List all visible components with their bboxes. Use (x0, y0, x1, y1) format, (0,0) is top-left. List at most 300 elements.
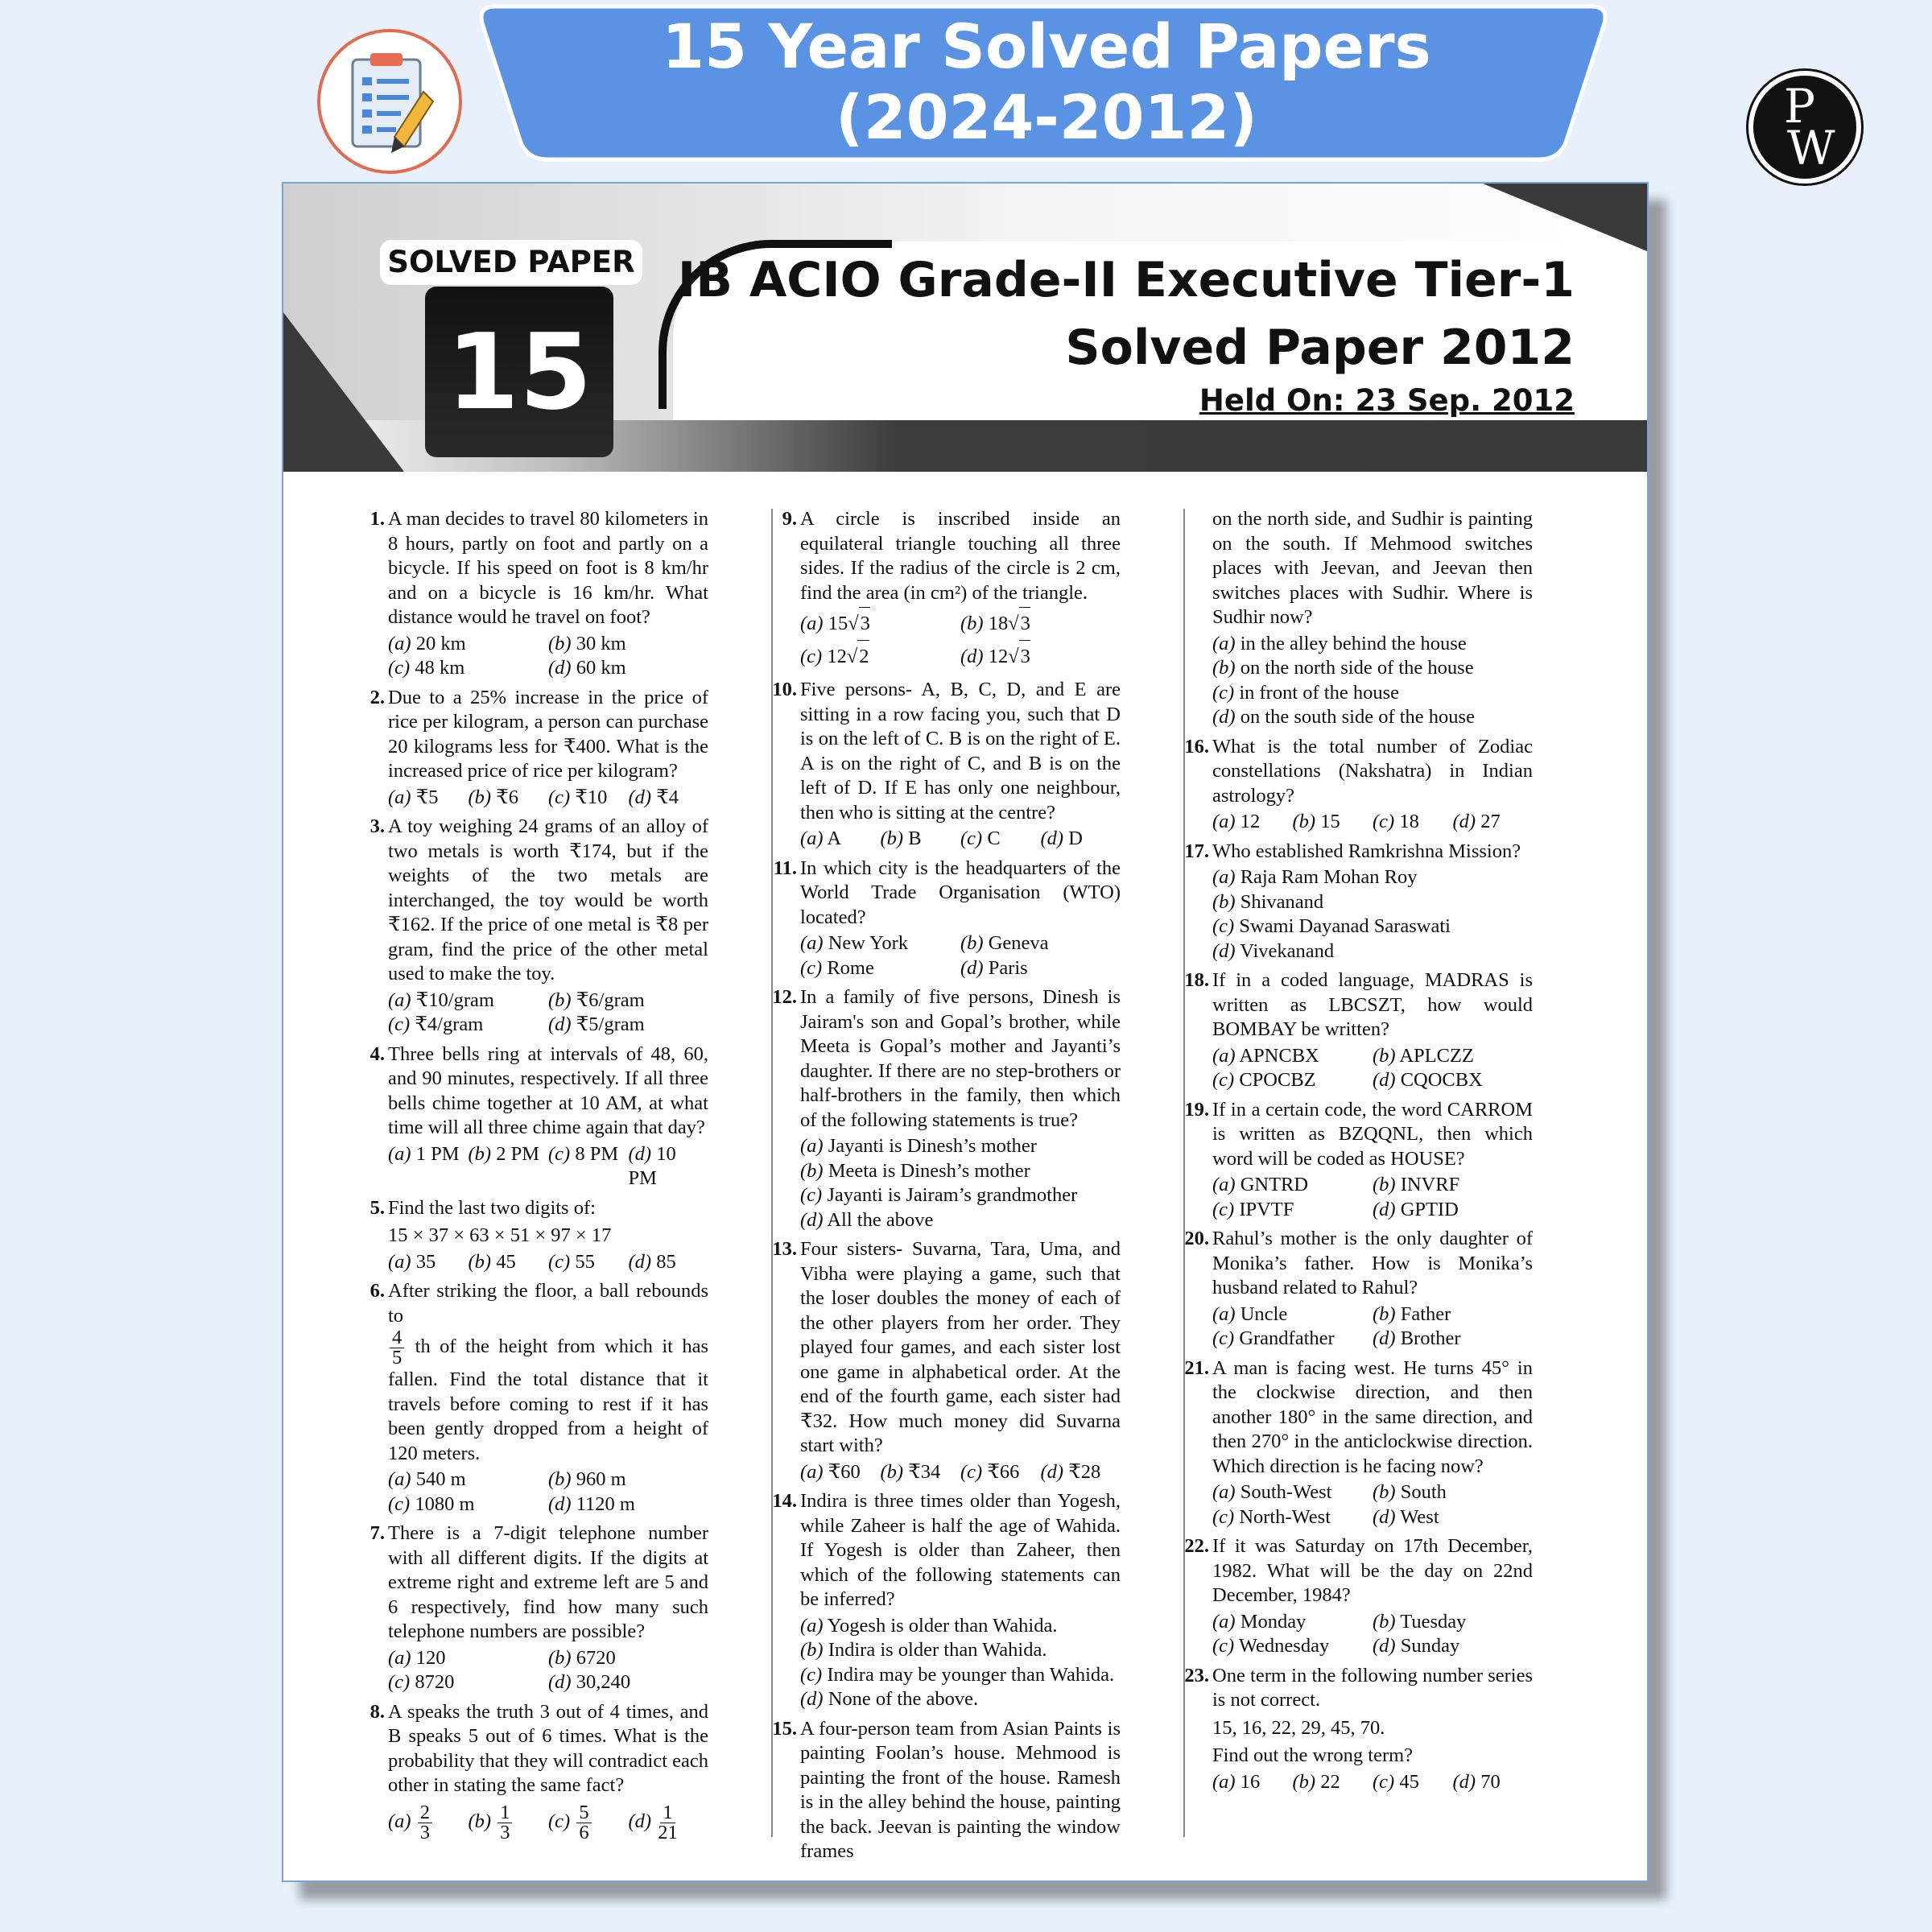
option-label: (d) (1373, 1198, 1396, 1220)
option-label: (a) (388, 1468, 411, 1490)
question-number: 15. (772, 1717, 797, 1740)
option-label: (c) (548, 1142, 571, 1165)
options (388, 1250, 708, 1275)
option-text: 960 m (576, 1468, 626, 1490)
option-text: 55 (575, 1250, 595, 1273)
question-16 (1184, 735, 1533, 835)
options (388, 1646, 708, 1695)
option-label: (a) (388, 989, 411, 1011)
option-label: (a) (800, 1614, 824, 1637)
option-label: (b) (1292, 811, 1316, 832)
option-label: (b) (880, 828, 904, 849)
option-b (469, 1803, 549, 1843)
question-text: If in a certain code, the word CARROM is written as BZQQNL, then which word will be coded as HOUSE? (1212, 1098, 1533, 1170)
option-d (1373, 1505, 1533, 1530)
option-b (469, 1142, 549, 1191)
option-a (1212, 1173, 1373, 1198)
option-d (629, 786, 709, 811)
column-1 (365, 507, 708, 1847)
option-label: (b) (880, 1460, 904, 1483)
option-label: (a) (388, 632, 411, 654)
option-text: None of the above. (828, 1688, 979, 1710)
radicand: 3 (1019, 607, 1030, 640)
option-b (960, 607, 1121, 640)
option-c (1373, 1770, 1453, 1795)
question-13 (772, 1237, 1121, 1484)
option-text: 20 km (415, 632, 466, 654)
question-text (388, 1279, 708, 1466)
question-number: 18. (1184, 969, 1209, 991)
option-c (1212, 1198, 1373, 1223)
option-c (1212, 914, 1533, 939)
option-a (800, 607, 960, 640)
option-label: (d) (548, 1013, 572, 1035)
option-text: Uncle (1240, 1302, 1288, 1325)
question-3 (365, 815, 708, 1038)
option-label: (b) (1373, 1044, 1396, 1067)
question-17 (1184, 840, 1533, 964)
option-c (800, 956, 960, 981)
question-text: What is the total number of Zodiac constellations (Nakshatra) in Indian astrology? (1212, 735, 1533, 807)
question-14 (772, 1489, 1121, 1712)
option-text: 70 (1480, 1770, 1501, 1793)
option-label: (a) (1212, 866, 1236, 888)
denominator: 21 (658, 1821, 678, 1843)
question-20 (1184, 1227, 1533, 1352)
option-label: (d) (960, 956, 984, 979)
option-text: North-West (1239, 1505, 1331, 1528)
option-label: (a) (388, 786, 411, 808)
option-label: (d) (628, 1250, 652, 1273)
option-text: Sunday (1400, 1635, 1460, 1657)
option-text: ₹10 (575, 786, 608, 808)
paper-sheet (282, 182, 1649, 1882)
question-number: 1. (369, 508, 385, 530)
option-label: (c) (388, 1013, 411, 1035)
option-c (548, 1250, 629, 1275)
question-2 (365, 686, 708, 811)
option-d (1041, 827, 1121, 852)
question-text: Who established Ramkrishna Mission? (1212, 840, 1521, 862)
option-b (800, 1638, 1121, 1663)
option-label: (a) (800, 1460, 824, 1483)
option-b (1373, 1480, 1533, 1505)
option-d (548, 656, 708, 681)
option-text: D (1068, 828, 1083, 849)
option-label: (b) (1292, 1770, 1316, 1793)
option-text: New York (828, 932, 909, 954)
option-text: Monday (1240, 1610, 1307, 1633)
option-c (800, 1183, 1121, 1208)
denominator: 6 (579, 1821, 589, 1843)
question-number: 2. (369, 686, 385, 708)
option-c (960, 1460, 1041, 1485)
option-text: on the north side of the house (1240, 657, 1474, 679)
question-19 (1184, 1098, 1533, 1223)
options (1212, 810, 1533, 835)
question-text: There is a 7-digit telephone number with all different digits. If the digits at extreme right and extreme left are 5 and 6 respectively, find how many such telephone numbers are possible? (388, 1522, 708, 1642)
option-text: 15 (1320, 811, 1340, 832)
option-text: Jayanti is Jairam’s grandmother (827, 1184, 1078, 1206)
option-label: (b) (468, 786, 492, 808)
banner-line-1: 15 Year Solved Papers (662, 10, 1431, 82)
option-c (548, 786, 629, 811)
option-text: 30 km (576, 632, 626, 654)
question-number: 5. (369, 1196, 385, 1219)
question-text: A circle is inscribed inside an equilateral triangle touching all three sides. If the radius of the circle is 2 cm, find the area (in cm²) of the triangle. (800, 508, 1121, 604)
option-a (388, 1646, 548, 1671)
option-d (1373, 1198, 1533, 1223)
option-text: 85 (656, 1250, 676, 1273)
options (1212, 1770, 1533, 1795)
sqrt-symbol: √ (848, 613, 859, 634)
question-6 (365, 1279, 708, 1517)
option-label: (c) (388, 1492, 411, 1515)
options (1212, 632, 1533, 730)
option-c (1212, 1068, 1373, 1093)
option-text: ₹5/gram (576, 1013, 645, 1035)
numerator: 1 (660, 1803, 675, 1823)
radicand: 3 (859, 607, 870, 640)
option-label: (c) (960, 1460, 983, 1483)
question-8 (365, 1700, 708, 1843)
question-text: Four sisters- Suvarna, Tara, Uma, and Vibha were playing a game, such that the loser doubles the money of each of the other players from her order. They played four games, and each sister lost one game in alphabetical order. At the end of the fourth game, each sister had ₹32. How much money did Suvarna start with? (800, 1238, 1121, 1456)
option-a (1212, 632, 1533, 657)
sqrt-symbol: √ (1008, 613, 1019, 634)
question-7 (365, 1521, 708, 1695)
option-label: (d) (1040, 828, 1064, 849)
option-text: 48 km (415, 657, 465, 679)
option-a (800, 1134, 1121, 1159)
option-text: 12 (1240, 811, 1261, 832)
option-a (388, 1468, 548, 1492)
option-a (388, 632, 548, 657)
option-label: (c) (548, 1810, 571, 1832)
question-4 (365, 1042, 708, 1191)
option-text: Grandfather (1239, 1327, 1335, 1349)
question-number: 10. (772, 679, 797, 700)
option-c (548, 1142, 629, 1191)
fraction (658, 1803, 678, 1843)
option-label: (a) (1212, 1481, 1236, 1503)
option-label: (a) (800, 828, 824, 849)
question-text: One term in the following number series is not correct. (1212, 1664, 1533, 1711)
option-a (1212, 1044, 1373, 1069)
option-label: (d) (548, 657, 572, 679)
option-label: (c) (1212, 1198, 1235, 1220)
question-prompt: Find out the wrong term? (1212, 1744, 1414, 1766)
option-label: (d) (1373, 1069, 1396, 1091)
option-label: (b) (1212, 657, 1236, 679)
option-label: (d) (1212, 706, 1236, 728)
question-18 (1184, 968, 1533, 1093)
option-label: (c) (1212, 1069, 1235, 1091)
option-text: 6720 (576, 1646, 616, 1669)
option-label: (d) (548, 1671, 572, 1693)
option-text: 30,240 (576, 1671, 631, 1693)
option-label: (d) (628, 1810, 652, 1832)
option-text: 45 (1399, 1770, 1419, 1793)
option-text: South (1400, 1481, 1447, 1503)
question-15-continued (1190, 507, 1533, 730)
question-text: A four-person team from Asian Paints is painting Foolan’s house. Mehmood is painting the front of the house. Ramesh is in the alley behind the house, painting the back. Jeevan is painting the window frames (800, 1717, 1121, 1862)
option-text: ₹60 (828, 1460, 861, 1483)
option-label: (c) (800, 1184, 823, 1206)
options (1212, 1610, 1533, 1659)
option-text: 60 km (576, 657, 626, 679)
option-label: (b) (468, 1810, 492, 1832)
question-number: 20. (1184, 1228, 1209, 1249)
option-text: 1080 m (415, 1492, 475, 1515)
question-5 (365, 1196, 708, 1275)
option-text: 16 (1240, 1770, 1261, 1793)
paper-number: 15 (425, 287, 613, 457)
question-9 (778, 507, 1121, 673)
option-label: (a) (388, 1250, 411, 1273)
option-a (1212, 865, 1533, 890)
option-label: (a) (388, 1142, 411, 1165)
option-text: Yogesh is older than Wahida. (827, 1614, 1058, 1637)
clipboard-pencil-icon (317, 29, 462, 174)
option-a (800, 1614, 1121, 1639)
option-text: ₹6 (496, 786, 519, 808)
option-text: INVRF (1400, 1174, 1460, 1195)
question-number: 3. (369, 815, 385, 837)
fraction (418, 1803, 432, 1843)
option-text: Tuesday (1400, 1610, 1467, 1633)
question-number: 22. (1184, 1535, 1209, 1557)
options (1212, 865, 1533, 964)
option-text: C (987, 828, 1001, 849)
option-text: 1 PM (415, 1142, 460, 1165)
option-text: APNCBX (1239, 1044, 1319, 1067)
option-c (960, 827, 1041, 852)
option-label: (c) (1212, 1505, 1235, 1528)
option-text: 45 (496, 1250, 516, 1273)
options (1212, 1173, 1533, 1222)
question-text: on the north side, and Sudhir is painting on the south. If Mehmood switches places with Jeevan, and Jeevan then switches places with Sudhir. Where is Sudhir now? (1212, 508, 1533, 628)
option-label: (a) (800, 1135, 824, 1157)
option-text: Rome (827, 956, 874, 979)
option-text: Meeta is Dinesh’s mother (828, 1159, 1030, 1182)
option-d (629, 1803, 709, 1843)
options (388, 632, 708, 681)
option-label: (b) (548, 1468, 572, 1490)
option-label: (d) (800, 1208, 824, 1231)
option-text: ₹6/gram (576, 989, 645, 1011)
option-b (1212, 656, 1533, 681)
option-text: IPVTF (1239, 1198, 1294, 1220)
logo-letter-w: W (1787, 121, 1835, 175)
option-b (469, 1250, 549, 1275)
option-b (548, 989, 708, 1013)
option-b (1293, 810, 1373, 835)
option-label: (c) (800, 646, 823, 667)
option-a (1212, 1480, 1373, 1505)
option-text: ₹66 (987, 1460, 1020, 1483)
option-a (800, 827, 881, 852)
option-text: Indira is older than Wahida. (828, 1639, 1047, 1661)
option-b (1373, 1302, 1533, 1327)
option-label: (d) (1452, 1770, 1476, 1793)
question-expression: 15 × 37 × 63 × 51 × 97 × 17 (388, 1224, 612, 1246)
option-label: (b) (960, 613, 984, 634)
question-text: Three bells ring at intervals of 48, 60, and 90 minutes, respectively. If all three bells chime together at 10 AM, at what time will all three chime again that day? (388, 1042, 708, 1138)
option-b (881, 827, 961, 852)
option-label: (b) (1373, 1481, 1396, 1503)
option-c (388, 1492, 548, 1517)
option-d (548, 1670, 708, 1695)
option-text: Vivekanand (1240, 939, 1335, 962)
options (800, 827, 1121, 852)
question-number: 21. (1184, 1356, 1209, 1379)
option-text: South-West (1240, 1481, 1332, 1503)
numerator: 5 (576, 1803, 591, 1823)
option-b (548, 632, 708, 657)
option-text: ₹4/gram (415, 1013, 484, 1035)
question-15 (772, 1717, 1121, 1864)
option-text: Indira may be younger than Wahida. (827, 1663, 1115, 1686)
question-11 (773, 857, 1121, 981)
question-number: 4. (369, 1042, 385, 1065)
option-c (388, 656, 548, 681)
option-b (1373, 1044, 1533, 1069)
option-text: 1120 m (576, 1492, 635, 1515)
held-on-date: Held On: 23 Sep. 2012 (1199, 383, 1575, 418)
option-label: (c) (1373, 811, 1395, 832)
option-label: (a) (800, 613, 824, 634)
option-a (1212, 1610, 1373, 1635)
denominator: 5 (392, 1347, 402, 1368)
question-10 (772, 678, 1121, 852)
option-text: on the south side of the house (1240, 706, 1475, 728)
option-text: GNTRD (1240, 1174, 1309, 1195)
question-number: 16. (1184, 735, 1209, 758)
numerator: 1 (497, 1803, 512, 1823)
question-text: Rahul’s mother is the only daughter of Monika’s father. How is Monika’s husband related to Rahul? (1212, 1228, 1533, 1298)
option-label: (d) (1452, 811, 1476, 832)
options (388, 1468, 708, 1517)
question-text: In a family of five persons, Dinesh is Jairam's son and Gopal’s brother, while Meeta is Gopal’s mother and Jayanti’s daughter. If there are no step-brothers or half-brothers in the family, then which of the following statements is true? (800, 986, 1121, 1131)
paper-title-line-1: IB ACIO Grade-II Executive Tier-1 (677, 252, 1575, 308)
option-label: (d) (960, 646, 984, 667)
fraction (390, 1328, 404, 1368)
question-number: 11. (773, 857, 797, 879)
option-label: (d) (1373, 1327, 1396, 1349)
question-text: A toy weighing 24 grams of an alloy of two metals is worth ₹174, but if the weights of the two metals are interchanged, the toy would be worth ₹162. If the price of one metal is ₹8 per gram, find the price of the other metal used to make the toy. (388, 815, 708, 985)
question-number: 14. (772, 1490, 797, 1512)
option-d (629, 1250, 709, 1275)
fraction (497, 1803, 512, 1843)
option-label: (a) (1212, 1610, 1236, 1633)
option-b (881, 1460, 961, 1485)
question-text: Due to a 25% increase in the price of rice per kilogram, a person can purchase 20 kilograms less for ₹400. What is the increased price of rice per kilogram? (388, 686, 708, 782)
option-text: Shivanand (1240, 890, 1324, 913)
option-label: (b) (800, 1159, 824, 1182)
option-text: B (908, 828, 922, 849)
option-label: (a) (388, 1810, 411, 1832)
option-label: (a) (388, 1646, 411, 1669)
solved-paper-label: SOLVED PAPER (380, 240, 642, 285)
option-text: Jayanti is Dinesh’s mother (828, 1135, 1037, 1157)
option-label: (d) (800, 1688, 824, 1710)
option-text: ₹5 (415, 786, 439, 808)
option-c (800, 640, 960, 673)
option-label: (b) (1373, 1610, 1396, 1633)
options (800, 931, 1121, 980)
question-text: A speaks the truth 3 out of 4 times, and B speaks 5 out of 6 times. What is the probability that they will contradict each other in stating the same fact? (388, 1700, 708, 1796)
option-text: 10 PM (628, 1142, 676, 1189)
option-text: 12 (827, 646, 847, 667)
denominator: 3 (500, 1821, 510, 1843)
option-label: (d) (1373, 1635, 1396, 1657)
option-text: West (1400, 1505, 1439, 1528)
logo-letter-p: P (1784, 79, 1816, 134)
option-d (1212, 705, 1533, 730)
option-label: (d) (1373, 1505, 1396, 1528)
option-label: (c) (1212, 1327, 1235, 1349)
option-c (1212, 1327, 1373, 1352)
option-c (1212, 681, 1533, 706)
option-text: GPTID (1400, 1198, 1459, 1220)
question-number: 8. (369, 1700, 385, 1723)
option-text: 27 (1480, 811, 1501, 832)
option-d (800, 1208, 1121, 1233)
option-text: Geneva (988, 932, 1049, 954)
column-3 (1184, 507, 1533, 1799)
question-1 (365, 507, 708, 681)
option-label: (d) (628, 1142, 652, 1165)
question-text: A man decides to travel 80 kilometers in 8 hours, partly on foot and partly on a bicycle. If his speed on foot is 8 km/hr and on a bicycle is 16 km/hr. What distance would he travel on foot? (388, 508, 708, 628)
question-text: If in a coded language, MADRAS is written as LBCSZT, how would BOMBAY be written? (1212, 969, 1533, 1040)
question-text: A man is facing west. He turns 45° in the clockwise direction, and then another 180° in the same direction, and then 270° in the anticlockwise direction. Which direction is he facing now? (1212, 1356, 1533, 1477)
option-text: ₹4 (656, 786, 679, 808)
option-a (1212, 810, 1293, 835)
option-c (388, 1013, 548, 1038)
option-b (1373, 1610, 1533, 1635)
option-label: (c) (548, 1250, 571, 1273)
number-series: 15, 16, 22, 29, 45, 70. (1212, 1716, 1385, 1739)
column-divider (1183, 509, 1185, 1837)
option-d (1041, 1460, 1121, 1485)
question-21 (1184, 1356, 1533, 1530)
option-d (960, 640, 1121, 673)
option-label: (a) (1212, 1302, 1236, 1325)
option-b (800, 1159, 1121, 1184)
option-label: (b) (1212, 890, 1236, 913)
option-label: (c) (800, 1663, 823, 1686)
option-label: (b) (960, 932, 984, 954)
option-label: (d) (628, 786, 652, 808)
option-d (800, 1687, 1121, 1712)
radicand: 2 (857, 640, 869, 673)
option-text: in front of the house (1239, 681, 1400, 704)
question-text: In which city is the headquarters of the World Trade Organisation (WTO) located? (800, 857, 1121, 928)
option-d (1373, 1068, 1533, 1093)
option-text: Wednesday (1238, 1635, 1330, 1657)
option-a (388, 1803, 469, 1843)
option-text: CPOCBZ (1239, 1069, 1316, 1091)
option-text: 22 (1320, 1770, 1340, 1793)
option-b (960, 931, 1121, 956)
option-text: APLCZZ (1399, 1044, 1474, 1067)
option-text: 2 PM (496, 1142, 539, 1165)
question-text: If it was Saturday on 17th December, 1982. What will be the day on 22nd December, 1984? (1212, 1535, 1533, 1606)
question-number: 19. (1184, 1098, 1209, 1121)
options (388, 1803, 708, 1843)
question-number: 6. (369, 1280, 385, 1302)
sqrt-symbol: √ (846, 646, 858, 667)
